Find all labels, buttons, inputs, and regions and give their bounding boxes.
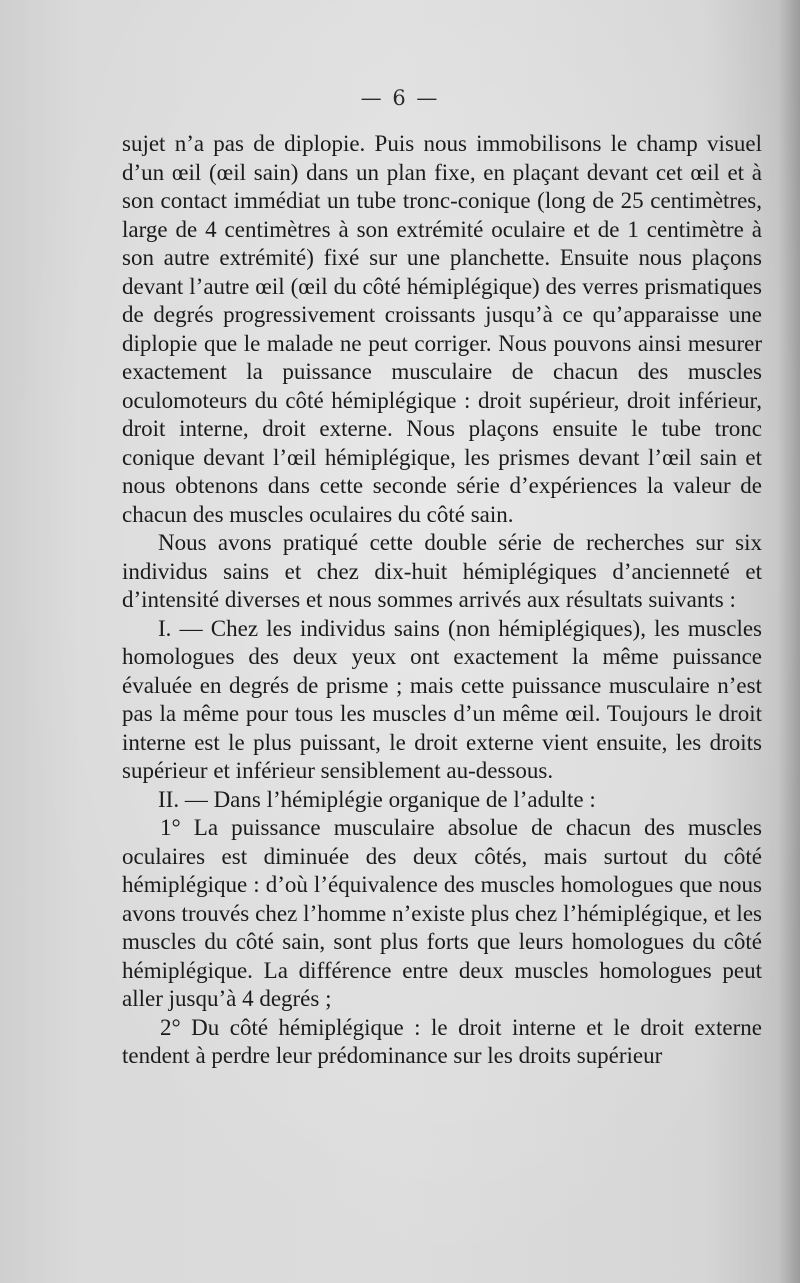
paragraph-3: I. — Chez les individus sains (non hémiplégiques), les muscles homologues des deux yeux ont exactement la même puissance évaluée en degrés de prisme ; mais cette puissance musculaire n’est pas la même pour tous les muscles d’un même œil. Toujours le droit interne est le plus puissant, le droit externe vient ensuite, les droits supérieur et inférieur sensiblement au-dessous. <box>122 615 762 783</box>
body-text <box>122 130 762 1071</box>
page-edge-shadow <box>778 0 800 1283</box>
page-number: — 6 — <box>360 86 440 110</box>
paragraph-4: II. — Dans l’hémiplégie organique de l’adulte : <box>158 786 596 812</box>
paragraph-1: sujet n’a pas de diplopie. Puis nous immobilisons le champ visuel d’un œil (œil sain) dans un plan fixe, en plaçant devant cet œil et à son contact immédiat un tube tronc-conique (long de 25 centimètres, large de 4 centimètres à son extrémité oculaire et de 1 centimètre à son autre extrémité) fixé sur une planchette. Ensuite nous plaçons devant l’autre œil (œil du côté hémiplégique) des verres prismatiques de degrés progressivement croissants jusqu’à ce qu’apparaisse une diplopie que le malade ne peut corriger. Nous pouvons ainsi mesurer exactement la puissance musculaire de chacun des muscles oculomoteurs du côté hémiplégique : droit supérieur, droit inférieur, droit interne, droit externe. Nous plaçons ensuite le tube tronc conique devant l’œil hémiplégique, les prismes devant l’œil sain et nous obtenons dans cette seconde série d’expériences la valeur de chacun des muscles oculaires du côté sain. <box>122 131 762 527</box>
paragraph-6: 2° Du côté hémiplégique : le droit interne et le droit externe tendent à perdre leur prédominance sur les droits supérieur <box>122 1014 762 1068</box>
paragraph-5: 1° La puissance musculaire absolue de chacun des muscles oculaires est diminuée des deux côtés, mais surtout du côté hémiplégique : d’où l’équivalence des muscles homologues que nous avons trouvés chez l’homme n’existe plus chez l’hémiplégique, et les muscles du côté sain, sont plus forts que leurs homologues du côté hémiplégique. La différence entre deux muscles homologues peut aller jusqu’à 4 degrés ; <box>122 815 762 1011</box>
paragraph-2: Nous avons pratiqué cette double série de recherches sur six individus sains et chez dix-huit hémiplégiques d’ancienneté et d’intensité diverses et nous sommes arrivés aux résultats suivants : <box>122 530 762 612</box>
